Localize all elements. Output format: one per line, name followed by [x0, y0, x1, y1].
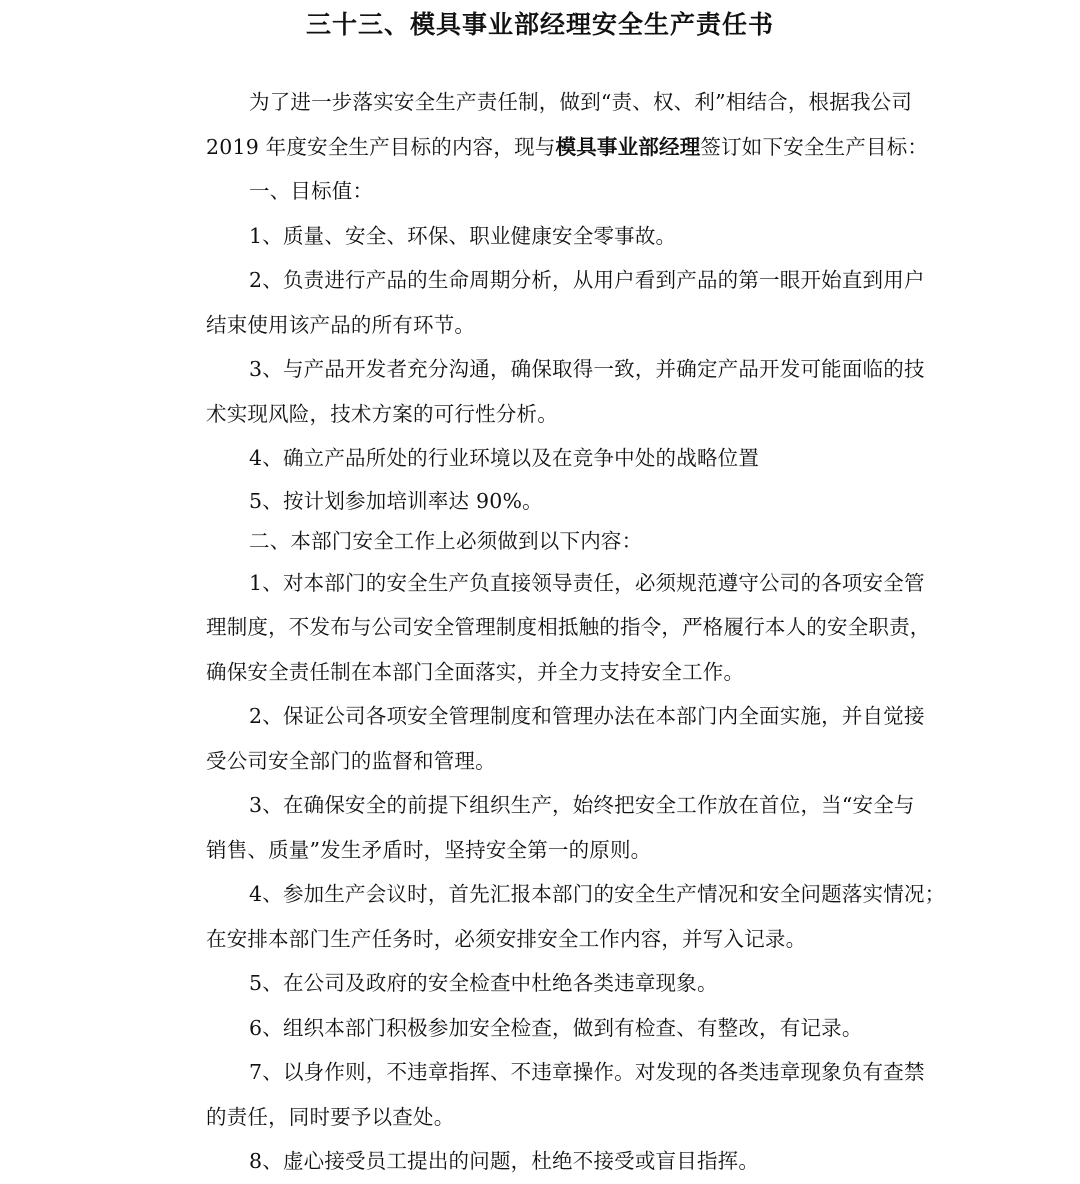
requirement-item-3-line-1: 3、在确保安全的前提下组织生产，始终把安全工作放在首位，当“安全与 [249, 793, 915, 817]
document-body [163, 80, 946, 1184]
target-item-2-line-2: 结束使用该产品的所有环节。 [206, 312, 476, 337]
target-item-3 [163, 347, 925, 436]
requirement-item-8-line-1: 8、虚心接受员工提出的问题，杜绝不接受或盲目指挥。 [249, 1149, 760, 1173]
target-item-5-line-1: 5、按计划参加培训率达 90%。 [249, 488, 543, 513]
requirement-item-1-line-1: 1、对本部门的安全生产负直接领导责任，必须规范遵守公司的各项安全管 [249, 570, 925, 595]
requirement-item-1 [163, 561, 931, 695]
section-1-heading [163, 169, 919, 214]
requirement-item-5-line-1: 5、在公司及政府的安全检查中杜绝各类违章现象。 [249, 971, 718, 995]
requirement-item-1-line-2: 理制度，不发布与公司安全管理制度相抵触的指令，严格履行本人的安全职责， [206, 615, 931, 639]
target-item-4-line-1: 4、确立产品所处的行业环境以及在竞争中处的战略位置 [249, 446, 760, 470]
requirement-item-5 [163, 961, 919, 1006]
requirement-item-6 [163, 1006, 919, 1051]
intro-line-2-after: 签订如下安全生产目标： [700, 134, 929, 159]
requirement-item-4-line-1: 4、参加生产会议时，首先汇报本部门的安全生产情况和安全问题落实情况； [249, 882, 946, 906]
section-1-heading-text: 一、目标值： [249, 179, 374, 203]
target-item-3-line-1: 3、与产品开发者充分沟通，确保取得一致，并确定产品开发可能面临的技 [249, 357, 925, 381]
document-title: 三十三、模具事业部经理安全生产责任书 [305, 10, 774, 39]
position-name: 模具事业部经理 [555, 134, 701, 159]
requirement-item-1-line-3: 确保安全责任制在本部门全面落实，并全力支持安全工作。 [206, 659, 745, 684]
section-2-heading-text: 二、本部门安全工作上必须做到以下内容： [249, 528, 643, 553]
requirement-item-6-line-1: 6、组织本部门积极参加安全检查，做到有检查、有整改，有记录。 [249, 1015, 863, 1040]
intro-paragraph [163, 80, 929, 169]
intro-line-1: 为了进一步落实安全生产责任制，做到“责、权、利”相结合，根据我公司 [249, 90, 913, 114]
target-item-4 [163, 436, 919, 481]
requirement-item-2-line-1: 2、保证公司各项安全管理制度和管理办法在本部门内全面实施，并自觉接 [249, 704, 925, 728]
requirement-item-7-line-1: 7、以身作则，不违章指挥、不违章操作。对发现的各类违章现象负有查禁 [249, 1060, 925, 1084]
section-1-list [163, 214, 925, 521]
requirement-item-4-line-2: 在安排本部门生产任务时，必须安排安全工作内容，并写入记录。 [206, 926, 807, 951]
target-item-2 [163, 258, 925, 347]
requirement-item-3-line-2: 销售、质量”发生矛盾时，坚持安全第一的原则。 [206, 837, 652, 862]
intro-line-2-before: 2019 年度安全生产目标的内容，现与 [206, 134, 556, 159]
target-item-5 [163, 481, 919, 521]
requirement-item-2 [163, 694, 925, 783]
target-item-1-line-1: 1、质量、安全、环保、职业健康安全零事故。 [249, 223, 677, 248]
target-item-3-line-2: 术实现风险，技术方案的可行性分析。 [206, 401, 558, 426]
section-2-heading [163, 521, 919, 561]
requirement-item-7 [163, 1050, 925, 1139]
target-item-1 [163, 214, 919, 259]
requirement-item-4 [163, 872, 946, 961]
target-item-2-line-1: 2、负责进行产品的生命周期分析，从用户看到产品的第一眼开始直到用户 [249, 268, 925, 292]
requirement-item-8 [163, 1139, 919, 1184]
intro-line-2 [163, 125, 929, 170]
section-2-list [163, 561, 946, 1184]
requirement-item-3 [163, 783, 919, 872]
requirement-item-2-line-2: 受公司安全部门的监督和管理。 [206, 748, 496, 773]
requirement-item-7-line-2: 的责任，同时要予以查处。 [206, 1104, 455, 1129]
